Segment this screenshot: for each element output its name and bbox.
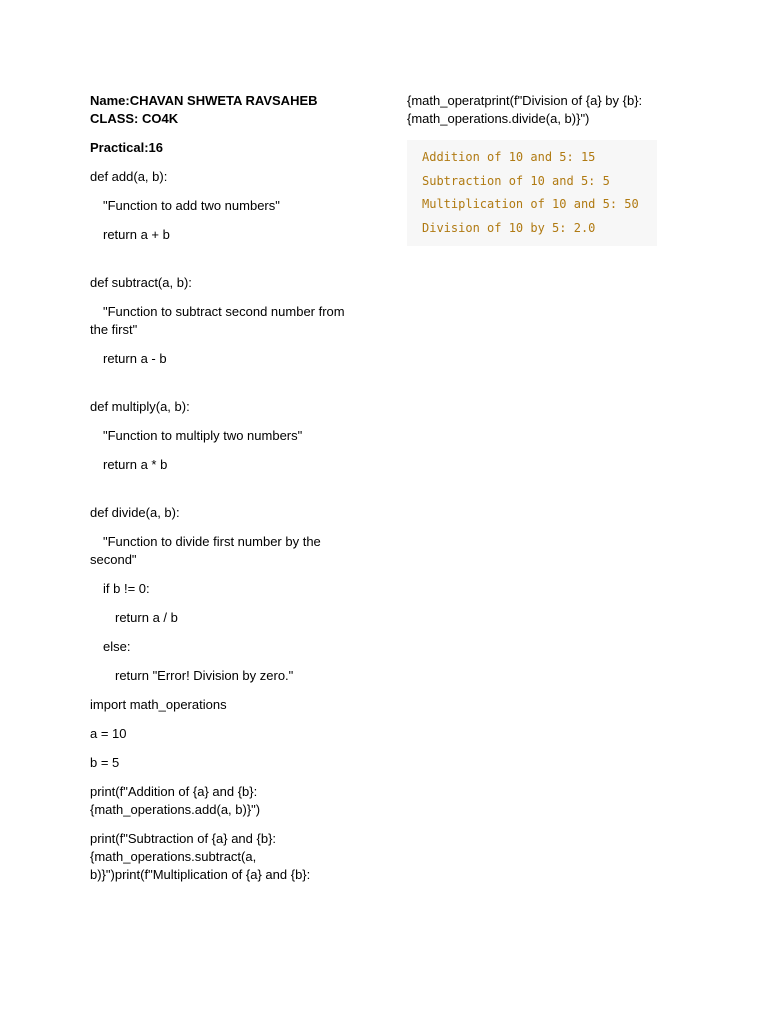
code-line-sub-def: def subtract(a, b): xyxy=(90,275,192,290)
code-line-assign-b: b = 5 xyxy=(90,755,120,770)
code-line-sub-return: return a - b xyxy=(103,351,167,366)
code-line-div-error: return "Error! Division by zero." xyxy=(115,668,294,683)
code-line-add-doc: "Function to add two numbers" xyxy=(103,198,280,213)
output-line-division: Division of 10 by 5: 2.0 xyxy=(422,220,596,235)
code-line-div-else: else: xyxy=(103,639,131,654)
blank-line xyxy=(90,485,360,504)
left-column xyxy=(90,92,360,895)
code-line-mul-return: return a * b xyxy=(103,457,168,472)
code-line-mul-def: def multiply(a, b): xyxy=(90,399,190,414)
code-line-sub-doc: "Function to subtract second number from the first" xyxy=(90,304,345,337)
program-output xyxy=(407,140,657,246)
practical-number: Practical:16 xyxy=(90,140,163,155)
code-line-div-if: if b != 0: xyxy=(103,581,150,596)
code-line-import: import math_operations xyxy=(90,697,227,712)
code-line-print-sub-mul: print(f"Subtraction of {a} and {b}: {math_operations.subtract(a, b)}")print(f"Multiplication of {a} and {b}: xyxy=(90,831,311,882)
student-header: Name:CHAVAN SHWETA RAVSAHEB CLASS: CO4K xyxy=(90,93,318,126)
code-line-add-return: return a + b xyxy=(103,227,170,242)
code-line-print-div: {math_operatprint(f"Division of {a} by {b}: {math_operations.divide(a, b)}") xyxy=(407,93,643,126)
code-line-div-def: def divide(a, b): xyxy=(90,505,180,520)
code-line-add-def: def add(a, b): xyxy=(90,169,168,184)
code-line-mul-doc: "Function to multiply two numbers" xyxy=(103,428,303,443)
blank-line xyxy=(90,379,360,398)
code-line-assign-a: a = 10 xyxy=(90,726,127,741)
blank-line xyxy=(90,255,360,274)
code-line-div-doc: "Function to divide first number by the second" xyxy=(90,534,321,567)
output-line-addition: Addition of 10 and 5: 15 xyxy=(422,150,596,164)
right-column xyxy=(407,92,657,246)
code-line-print-add: print(f"Addition of {a} and {b}: {math_operations.add(a, b)}") xyxy=(90,784,261,817)
code-line-div-return: return a / b xyxy=(115,610,178,625)
output-line-subtraction: Subtraction of 10 and 5: 5 xyxy=(422,173,610,188)
output-line-multiplication: Multiplication of 10 and 5: 50 xyxy=(422,197,639,211)
